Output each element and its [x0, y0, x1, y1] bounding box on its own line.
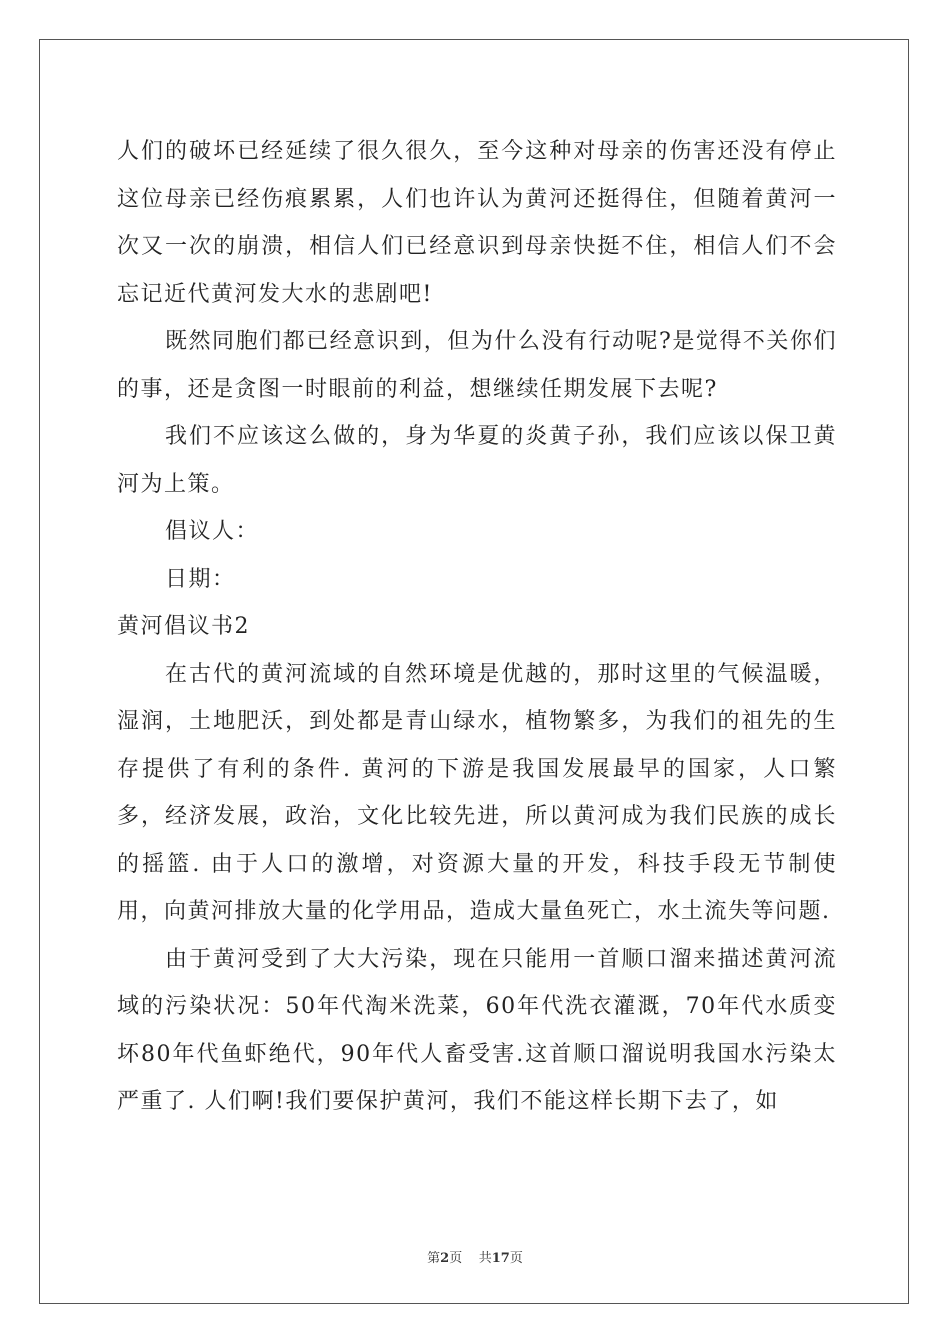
- total-prefix: 共: [478, 1251, 492, 1266]
- paragraph-continued: 人们的破坏已经延续了很久很久，至今这种对母亲的伤害还没有停止这位母亲已经伤痕累累，人们也许认为黄河还挺得住，但随着黄河一次又一次的崩溃，相信人们已经意识到母亲快挺不住，相信人们不会忘记近代黄河发大水的悲剧吧!: [117, 139, 837, 307]
- paragraph: 我们不应该这么做的，身为华夏的炎黄子孙，我们应该以保卫黄河为上策。: [117, 424, 837, 497]
- total-pages: 17: [491, 1251, 510, 1266]
- paragraph: 由于黄河受到了大大污染，现在只能用一首顺口溜来描述黄河流域的污染状况：50年代淘米洗菜，60年代洗衣灌溉，70年代水质变坏80年代鱼虾绝代，90年代人畜受害.这首顺口溜说明我国水污染太严重了. 人们啊!我们要保护黄河，我们不能这样长期下去了，如: [117, 946, 837, 1114]
- paragraph: 既然同胞们都已经意识到，但为什么没有行动呢?是觉得不关你们的事，还是贪图一时眼前的利益，想继续任期发展下去呢?: [117, 329, 837, 402]
- page-prefix: 第: [427, 1251, 441, 1266]
- section-heading: 黄河倡议书2: [117, 614, 250, 639]
- page-number: 2: [440, 1251, 450, 1266]
- page-footer: [0, 1247, 950, 1266]
- date-label: 日期：: [165, 566, 236, 592]
- paragraph: 在古代的黄河流域的自然环境是优越的，那时这里的气候温暖，湿润，土地肥沃，到处都是青山绿水，植物繁多，为我们的祖先的生存提供了有利的条件. 黄河的下游是我国发展最早的国家，人口繁多，经济发展，政治，文化比较先进，所以黄河成为我们民族的成长的摇篮. 由于人口的激增，对资源大量的开发，科技手段无节制使用，向黄河排放大量的化学用品，造成大量鱼死亡，水土流失等问题.: [117, 661, 837, 924]
- total-suffix: 页: [509, 1251, 523, 1266]
- page-suffix: 页: [449, 1251, 463, 1266]
- signatory-label: 倡议人：: [165, 519, 260, 544]
- document-body: [117, 128, 837, 1126]
